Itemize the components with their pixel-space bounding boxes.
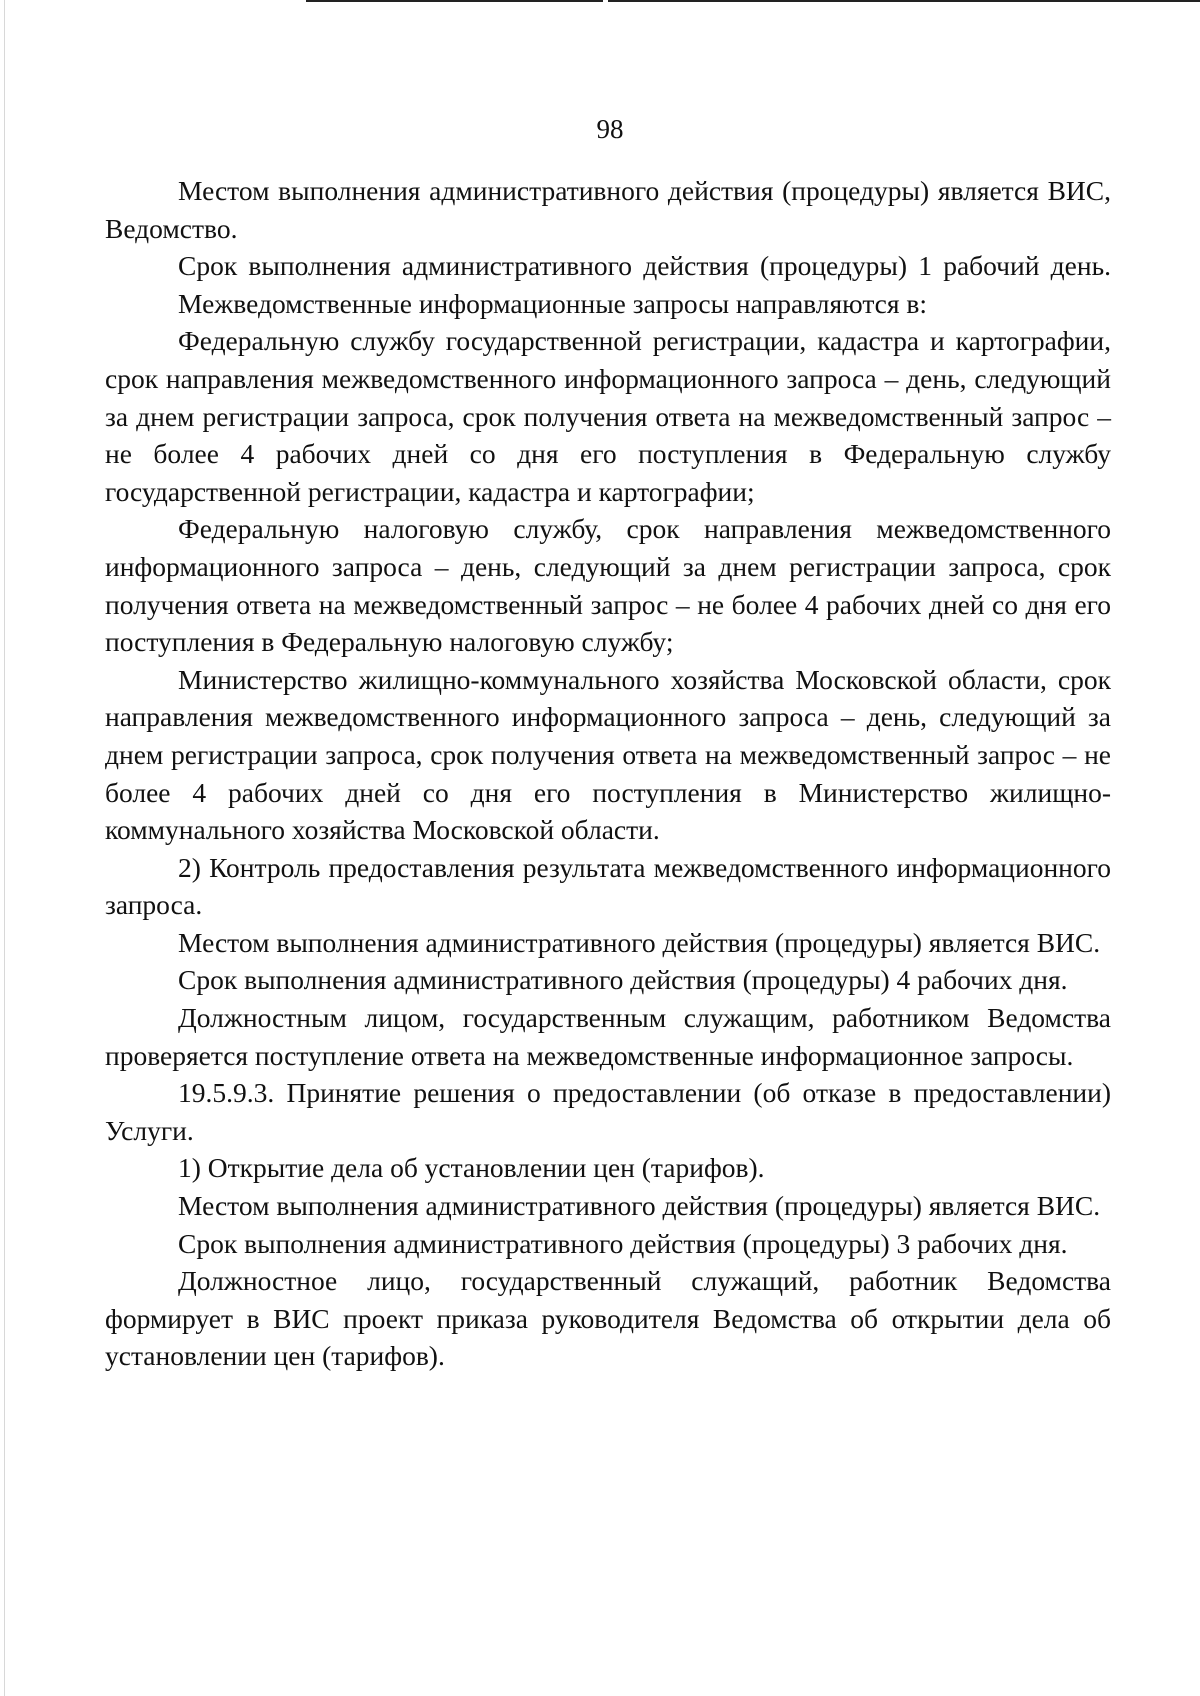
paragraph-case-opening: 1) Открытие дела об установлении цен (тарифов).	[178, 1152, 765, 1184]
scan-border-line	[306, 0, 603, 2]
document-body	[105, 172, 1111, 1375]
paragraph-execution-term: Срок выполнения административного действия (процедуры) 3 рабочих дня.	[178, 1227, 1068, 1259]
paragraph-place-of-execution: Местом выполнения административного действия (процедуры) является ВИС.	[178, 1190, 1101, 1222]
scan-edge	[4, 0, 5, 1696]
paragraph-place-of-execution: Местом выполнения административного действия (процедуры) является ВИС, Ведомство.	[105, 175, 1111, 244]
paragraph-requests-intro: Межведомственные информационные запросы направляются в:	[178, 287, 928, 319]
paragraph-housing-ministry-request: Министерство жилищно-коммунального хозяйства Московской области, срок направления межведомственного информационного запроса – день, следующий за днем регистрации запроса, срок получения ответа на межведомственный запрос – не более 4 рабочих дней со дня его поступления в Министерство жилищно-коммунального хозяйства Московской области.	[105, 663, 1111, 846]
paragraph-draft-order: Должностное лицо, государственный служащий, работник Ведомства формирует в ВИС проект приказа руководителя Ведомства об открытии дела об установлении цен (тарифов).	[105, 1265, 1111, 1372]
paragraph-execution-term: Срок выполнения административного действия (процедуры) 4 рабочих дня.	[178, 964, 1068, 996]
paragraph-place-of-execution: Местом выполнения административного действия (процедуры) является ВИС.	[178, 926, 1101, 958]
paragraph-response-check: Должностным лицом, государственным служащим, работником Ведомства проверяется поступление ответа на межведомственные информационное запросы.	[105, 1002, 1111, 1071]
paragraph-section-heading: 19.5.9.3. Принятие решения о предоставлении (об отказе в предоставлении) Услуги.	[105, 1077, 1111, 1146]
paragraph-execution-term: Срок выполнения административного действия (процедуры) 1 рабочий день.	[178, 250, 1111, 282]
page-number: 98	[596, 114, 624, 144]
paragraph-rosreestr-request: Федеральную службу государственной регистрации, кадастра и картографии, срок направления межведомственного информационного запроса – день, следующий за днем регистрации запроса, срок получения ответа на межведомственный запрос – не более 4 рабочих дней со дня его поступления в Федеральную службу государственной регистрации, кадастра и картографии;	[105, 325, 1111, 507]
paragraph-tax-service-request: Федеральную налоговую службу, срок направления межведомственного информационного запроса – день, следующий за днем регистрации запроса, срок получения ответа на межведомственный запрос – не более 4 рабочих дней со дня его поступления в Федеральную налоговую службу;	[105, 513, 1111, 658]
paragraph-result-control: 2) Контроль предоставления результата межведомственного информационного запроса.	[105, 851, 1111, 921]
scan-border-line	[608, 0, 1200, 2]
